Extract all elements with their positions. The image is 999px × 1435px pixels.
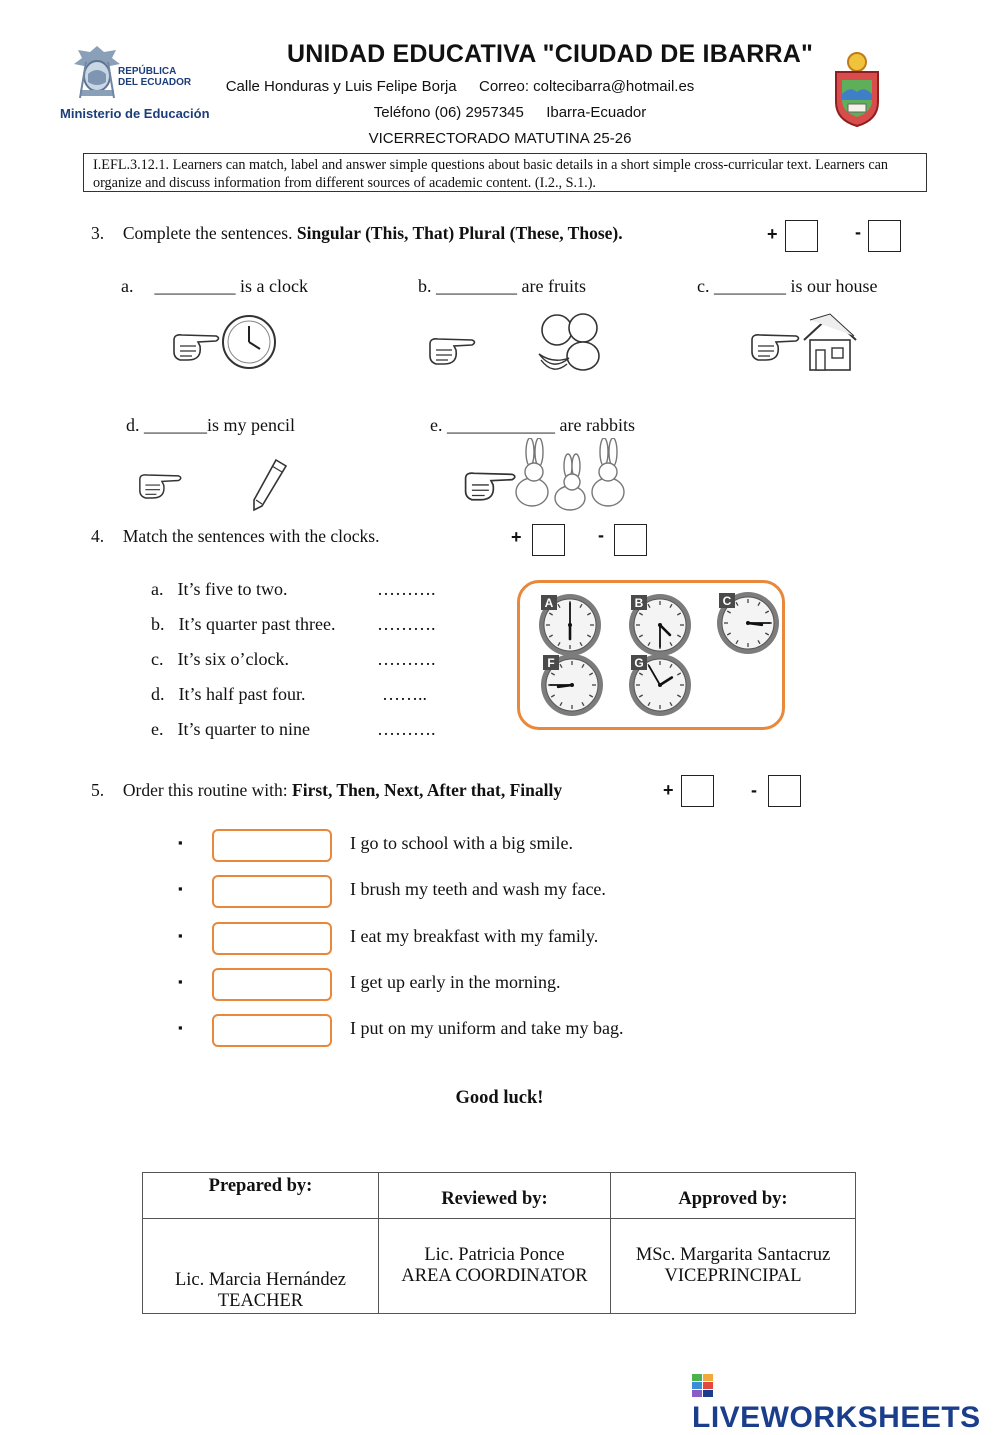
question-3-number: 3.	[91, 223, 105, 243]
rabbits-icon	[512, 438, 630, 514]
question-5-bold: First, Then, Next, After that, Finally	[292, 780, 563, 800]
q4-answer-dots[interactable]: ……….	[377, 649, 436, 669]
q4-sentence-text: It’s five to two.	[177, 579, 288, 599]
ministry-logo	[60, 42, 210, 124]
q5-routine-row	[178, 829, 698, 869]
q5-routine-row	[178, 875, 698, 915]
prepared-by-role: TEACHER	[217, 1291, 304, 1311]
q4-sentence-row[interactable]	[151, 649, 436, 670]
bullet-icon: ▪	[178, 835, 183, 850]
liveworksheets-brand: LIVEWORKSHEETS	[692, 1401, 981, 1434]
school-phone: Teléfono (06) 2957345	[373, 104, 524, 121]
q3-item-text: ____________ are rabbits	[447, 415, 635, 435]
q3-item-text: _________ is a clock	[154, 276, 308, 296]
bullet-icon: ▪	[178, 973, 183, 989]
q4-sentence-text: It’s six o’clock.	[177, 649, 289, 669]
q4-sentence-letter: d.	[151, 684, 165, 704]
clock-label: F	[547, 656, 555, 670]
q4-sentence-letter: a.	[151, 579, 164, 599]
q5-routine-text: I eat my breakfast with my family.	[350, 925, 599, 946]
pointing-hand-icon	[172, 330, 222, 364]
q5-minus-sign: -	[751, 780, 757, 800]
q5-minus-score-box[interactable]	[768, 775, 801, 807]
pointing-hand-icon	[428, 334, 478, 368]
question-5-number: 5.	[91, 780, 105, 800]
q3-item-c[interactable]	[697, 276, 878, 297]
q4-minus-sign: -	[598, 525, 604, 545]
q5-routine-text: I get up early in the morning.	[350, 971, 561, 992]
q5-plus-sign: +	[663, 780, 674, 800]
question-3	[91, 223, 623, 244]
q3-minus-score-box[interactable]	[868, 220, 901, 252]
bullet-icon: ▪	[178, 927, 183, 943]
q5-plus-score-box[interactable]	[681, 775, 714, 807]
school-name: UNIDAD EDUCATIVA "CIUDAD DE IBARRA"	[286, 40, 814, 68]
q5-routine-text: I go to school with a big smile.	[350, 833, 573, 853]
school-address: Calle Honduras y Luis Felipe Borja	[225, 78, 457, 95]
q4-sentence-row[interactable]	[151, 684, 427, 705]
question-4-text: Match the sentences with the clocks.	[122, 526, 380, 546]
q4-answer-dots[interactable]: ……..	[382, 684, 427, 704]
clock-center	[658, 683, 662, 687]
question-3-bold: Singular (This, That) Plural (These, Those).	[296, 223, 623, 243]
q3-plus-sign: +	[767, 224, 778, 244]
order-answer-box[interactable]	[212, 968, 332, 1001]
liveworksheets-mark-icon	[692, 1372, 714, 1400]
approved-by-role: VICEPRINCIPAL	[664, 1266, 802, 1286]
q3-item-letter: b.	[418, 276, 432, 296]
order-answer-box[interactable]	[212, 875, 332, 908]
prepared-by-cell	[143, 1219, 379, 1314]
clock-icon	[220, 313, 278, 371]
learning-indicator: I.EFL.3.12.1. Learners can match, label and answer simple questions about basic details in a short simple cross-curricular text. Learners can organize and discuss information from different sources of academic content. (I.2., S.1.).	[83, 153, 927, 192]
q3-item-b[interactable]	[418, 276, 586, 297]
department: VICERRECTORADO MATUTINA 25-26	[368, 130, 632, 147]
clock-center	[568, 623, 572, 627]
q3-item-letter: d.	[126, 415, 140, 435]
clocks-panel	[517, 580, 785, 730]
q4-sentence-letter: b.	[151, 614, 165, 634]
question-5	[91, 780, 562, 801]
question-5-text: Order this routine with:	[122, 780, 288, 800]
q5-routine-row	[178, 1014, 698, 1054]
q3-minus-sign: -	[855, 222, 861, 242]
fruits-icon	[535, 310, 607, 374]
school-crest-icon	[830, 50, 884, 128]
q4-answer-dots[interactable]: ……….	[377, 719, 436, 739]
reviewed-by-cell	[379, 1219, 611, 1314]
q3-item-letter: e.	[430, 415, 443, 435]
q3-item-text: ________ is our house	[714, 276, 878, 296]
school-city: Ibarra-Ecuador	[546, 104, 647, 121]
ministry-name: Ministerio de Educación	[60, 106, 210, 121]
clocks-figure	[520, 583, 782, 727]
q4-sentence-text: It’s half past four.	[178, 684, 306, 704]
q4-minus-score-box[interactable]	[614, 524, 647, 556]
clock-label: G	[634, 656, 644, 670]
pencil-icon	[248, 456, 290, 514]
q4-sentence-letter: e.	[151, 719, 164, 739]
liveworksheets-logo[interactable]	[692, 1372, 999, 1435]
house-icon	[800, 312, 860, 374]
q4-sentence-row[interactable]	[151, 614, 436, 635]
pointing-hand-icon	[750, 330, 802, 364]
approved-by-cell	[611, 1219, 856, 1314]
clock-center	[658, 623, 662, 627]
clock-center	[570, 683, 574, 687]
q3-item-a[interactable]	[121, 276, 308, 297]
q3-item-text: _______is my pencil	[144, 415, 295, 435]
q4-sentence-text: It’s quarter to nine	[177, 719, 310, 739]
question-4	[91, 526, 379, 547]
q3-item-letter: c.	[697, 276, 710, 296]
q4-sentence-row[interactable]	[151, 719, 436, 740]
q4-plus-score-box[interactable]	[532, 524, 565, 556]
q4-plus-sign: +	[511, 527, 522, 547]
clock-label: B	[634, 596, 644, 610]
order-answer-box[interactable]	[212, 829, 332, 862]
q5-routine-text: I brush my teeth and wash my face.	[350, 879, 606, 900]
approved-by-name: MSc. Margarita Santacruz	[635, 1245, 831, 1265]
q5-routine-row	[178, 968, 698, 1008]
reviewed-by-role: AREA COORDINATOR	[401, 1266, 588, 1286]
q4-sentence-text: It’s quarter past three.	[178, 614, 336, 634]
q3-item-text: _________ are fruits	[436, 276, 586, 296]
reviewed-by-header: Reviewed by:	[379, 1173, 611, 1219]
q4-answer-dots[interactable]: ……….	[377, 579, 436, 599]
q3-plus-score-box[interactable]	[785, 220, 818, 252]
q4-answer-dots[interactable]: ……….	[377, 614, 436, 634]
q3-item-letter: a.	[121, 276, 134, 296]
clock-label: C	[722, 594, 732, 608]
signature-table	[142, 1172, 856, 1314]
order-answer-box[interactable]	[212, 922, 332, 955]
prepared-by-name: Lic. Marcia Hernández	[174, 1270, 347, 1290]
clock-center	[746, 621, 750, 625]
school-email: Correo: coltecibarra@hotmail.es	[478, 78, 695, 95]
reviewed-by-name: Lic. Patricia Ponce	[424, 1245, 565, 1265]
ministry-line-2: DEL ECUADOR	[118, 77, 192, 88]
approved-by-header: Approved by:	[611, 1173, 856, 1219]
prepared-by-header: Prepared by:	[143, 1173, 379, 1219]
clock-label: A	[544, 596, 554, 610]
q4-sentence-letter: c.	[151, 649, 164, 669]
q3-item-d[interactable]	[126, 415, 295, 436]
bullet-icon: ▪	[178, 1020, 183, 1036]
question-3-text: Complete the sentences.	[122, 223, 293, 243]
order-answer-box[interactable]	[212, 1014, 332, 1047]
question-4-number: 4.	[91, 526, 105, 546]
pointing-hand-icon	[138, 470, 184, 502]
q4-sentence-row[interactable]	[151, 579, 436, 600]
bullet-icon: ▪	[178, 881, 183, 897]
q3-item-e[interactable]	[430, 415, 635, 436]
ministry-line-1: REPÚBLICA	[118, 66, 177, 77]
q5-routine-row	[178, 922, 698, 962]
good-luck-text: Good luck!	[455, 1088, 544, 1108]
q5-routine-text: I put on my uniform and take my bag.	[350, 1018, 624, 1039]
